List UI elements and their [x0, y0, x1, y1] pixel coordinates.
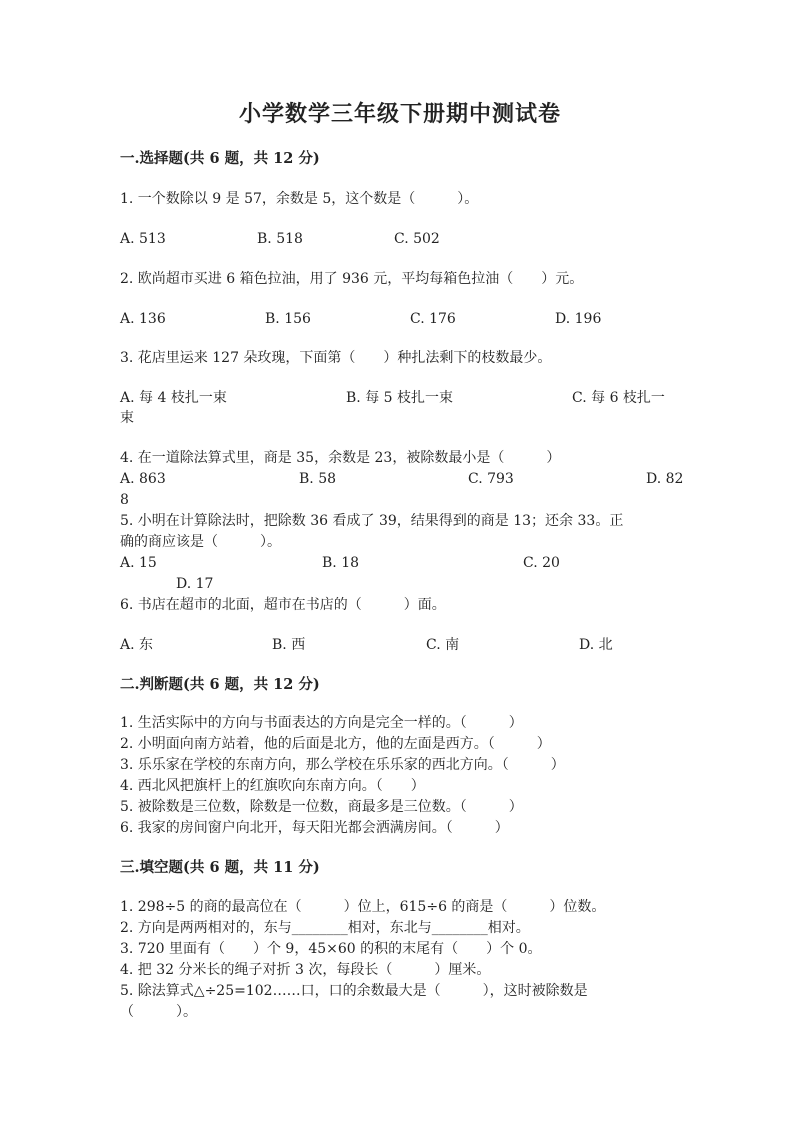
option-a: A. 东 [120, 637, 154, 653]
judgment-item: 6. 我家的房间窗户向北开，每天阳光都会洒满房间。（ ） [120, 820, 509, 836]
judgment-item: 1. 生活实际中的方向与书面表达的方向是完全一样的。（ ） [120, 715, 523, 731]
option-a: A. 136 [120, 311, 166, 327]
question-text: 6. 书店在超市的北面，超市在书店的（ ）面。 [120, 597, 446, 613]
fill-blank-item-continued: （ ）。 [120, 1004, 197, 1020]
judgment-item: 3. 乐乐家在学校的东南方向，那么学校在乐乐家的西北方向。（ ） [120, 757, 565, 773]
fill-blank-item: 4. 把 32 分米长的绳子对折 3 次，每段长（ ）厘米。 [120, 962, 491, 978]
page-title: 小学数学三年级下册期中测试卷 [238, 101, 561, 127]
section-heading-choice: 一.选择题(共 6 题，共 12 分) [120, 150, 320, 167]
option-c: C. 南 [426, 637, 460, 653]
option-c: C. 502 [394, 231, 440, 247]
option-d: D. 北 [579, 637, 613, 653]
option-b: B. 每 5 枝扎一束 [346, 390, 453, 406]
fill-blank-item: 2. 方向是两两相对的，东与________相对，东北与________相对。 [120, 920, 530, 936]
judgment-item: 4. 西北风把旗杆上的红旗吹向东南方向。（ ） [120, 778, 425, 794]
section-heading-fill-blank: 三.填空题(共 6 题，共 11 分) [120, 859, 320, 876]
option-a: A. 863 [120, 471, 166, 487]
option-c: C. 20 [523, 555, 560, 571]
question-text: 4. 在一道除法算式里，商是 35，余数是 23，被除数最小是（ ） [120, 450, 561, 466]
option-c-continued: 束 [120, 410, 134, 426]
fill-blank-item: 3. 720 里面有（ ）个 9，45×60 的积的末尾有（ ）个 0。 [120, 941, 542, 957]
option-b: B. 18 [322, 555, 360, 571]
question-text: 5. 小明在计算除法时，把除数 36 看成了 39，结果得到的商是 13；还余 33。正 [120, 513, 624, 529]
option-d: D. 82 [646, 471, 684, 487]
question-text: 1. 一个数除以 9 是 57，余数是 5，这个数是（ ）。 [120, 191, 479, 207]
option-a: A. 513 [120, 231, 166, 247]
option-d: D. 196 [555, 311, 602, 327]
section-heading-judgment: 二.判断题(共 6 题，共 12 分) [120, 676, 320, 693]
option-d-continued: 8 [120, 492, 129, 508]
question-text: 2. 欧尚超市买进 6 箱色拉油，用了 936 元，平均每箱色拉油（ ）元。 [120, 271, 584, 287]
option-b: B. 156 [265, 311, 311, 327]
question-text-continued: 确的商应该是（ ）。 [120, 534, 281, 550]
option-a: A. 15 [120, 555, 157, 571]
fill-blank-item: 1. 298÷5 的商的最高位在（ ）位上，615÷6 的商是（ ）位数。 [120, 899, 606, 915]
option-b: B. 西 [272, 637, 306, 653]
question-text: 3. 花店里运来 127 朵玫瑰，下面第（ ）种扎法剩下的枝数最少。 [120, 350, 552, 366]
option-d: D. 17 [176, 576, 214, 592]
option-c: C. 176 [410, 311, 456, 327]
option-b: B. 518 [257, 231, 303, 247]
option-c: C. 793 [468, 471, 514, 487]
option-b: B. 58 [299, 471, 337, 487]
option-a: A. 每 4 枝扎一束 [120, 390, 227, 406]
judgment-item: 5. 被除数是三位数，除数是一位数，商最多是三位数。（ ） [120, 799, 523, 815]
fill-blank-item: 5. 除法算式△÷25=102……口，口的余数最大是（ ），这时被除数是 [120, 983, 588, 999]
option-c: C. 每 6 枝扎一 [572, 390, 665, 406]
judgment-item: 2. 小明面向南方站着，他的后面是北方，他的左面是西方。（ ） [120, 736, 551, 752]
